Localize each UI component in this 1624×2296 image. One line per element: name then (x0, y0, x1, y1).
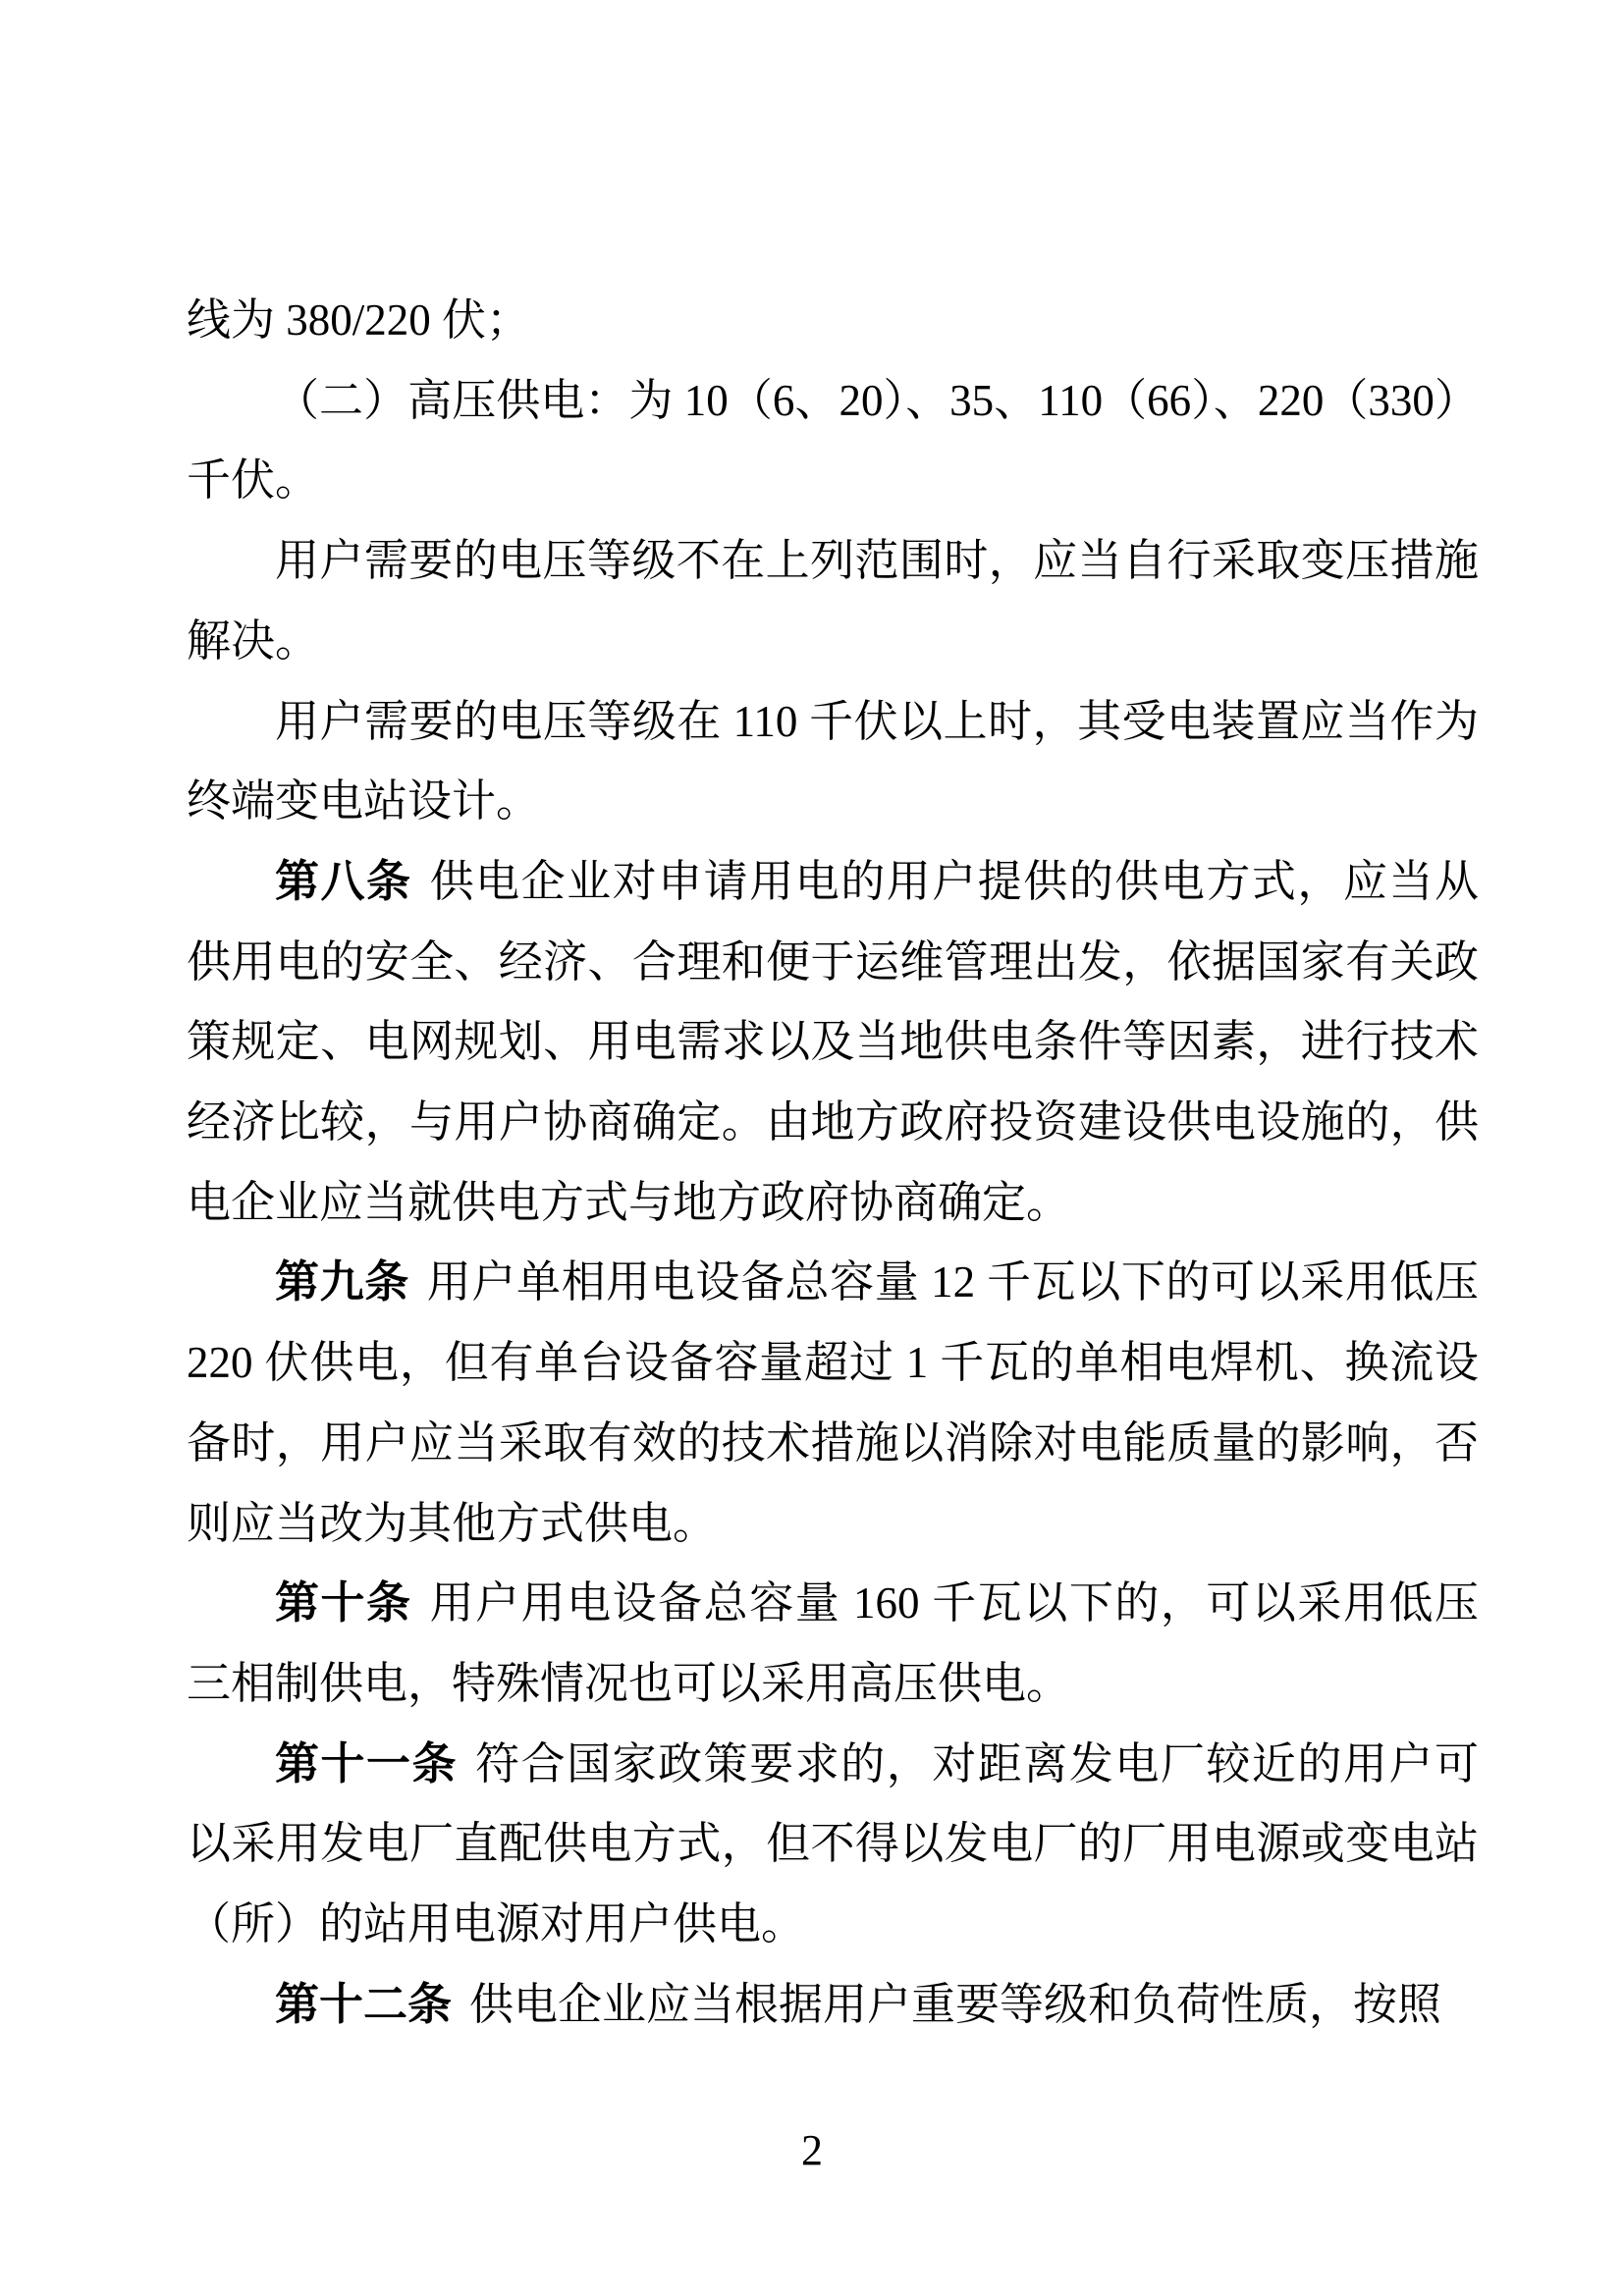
article-10-heading: 第十条 (275, 1578, 412, 1629)
paragraph-text: 线为 380/220 伏； (187, 295, 531, 345)
paragraph-continuation (187, 281, 1479, 361)
article-11-heading: 第十一条 (275, 1738, 459, 1789)
page-footer (0, 2126, 1624, 2175)
article-9-heading: 第九条 (275, 1257, 409, 1308)
page-number: 2 (801, 2126, 823, 2174)
paragraph-article-11 (187, 1725, 1479, 1965)
paragraph-article-10 (187, 1564, 1479, 1724)
paragraph-text: 供电企业应当根据用户重要等级和负荷性质，按照 (469, 1979, 1442, 2029)
paragraph-text: 用户需要的电压等级不在上列范围时，应当自行采取变压措施解决。 (187, 536, 1479, 666)
paragraph-text: （二）高压供电：为 10（6、20）、35、110（66）、220（330）千伏。 (187, 375, 1479, 506)
paragraph-article-8 (187, 842, 1479, 1244)
paragraph-voltage-note (187, 521, 1479, 681)
paragraph-item-2 (187, 361, 1479, 521)
paragraph-text: 符合国家政策要求的，对距离发电厂较近的用户可以采用发电厂直配供电方式，但不得以发电厂的厂用电源或变电站（所）的站用电源对用户供电。 (187, 1738, 1479, 1949)
article-8-heading: 第八条 (275, 856, 412, 906)
paragraph-article-12 (187, 1965, 1479, 2046)
paragraph-text: 用户需要的电压等级在 110 千伏以上时，其受电装置应当作为终端变电站设计。 (187, 696, 1479, 827)
document-body (187, 281, 1479, 2045)
paragraph-voltage-110kv (187, 682, 1479, 842)
paragraph-text: 供电企业对申请用电的用户提供的供电方式，应当从供用电的安全、经济、合理和便于运维管理出发，依据国家有关政策规定、电网规划、用电需求以及当地供电条件等因素，进行技术经济比较，与用户协商确定。由地方政府投资建设供电设施的，供电企业应当就供电方式与地方政府协商确定。 (187, 856, 1479, 1227)
paragraph-text: 用户用电设备总容量 160 千瓦以下的，可以采用低压三相制供电，特殊情况也可以采用高压供电。 (187, 1578, 1479, 1708)
paragraph-text: 用户单相用电设备总容量 12 千瓦以下的可以采用低压 220 伏供电，但有单台设备容量超过 1 千瓦的单相电焊机、换流设备时，用户应当采取有效的技术措施以消除对电能质量的影响，否则应当改为其他方式供电。 (187, 1257, 1479, 1548)
paragraph-article-9 (187, 1243, 1479, 1564)
article-12-heading: 第十二条 (275, 1979, 453, 2029)
